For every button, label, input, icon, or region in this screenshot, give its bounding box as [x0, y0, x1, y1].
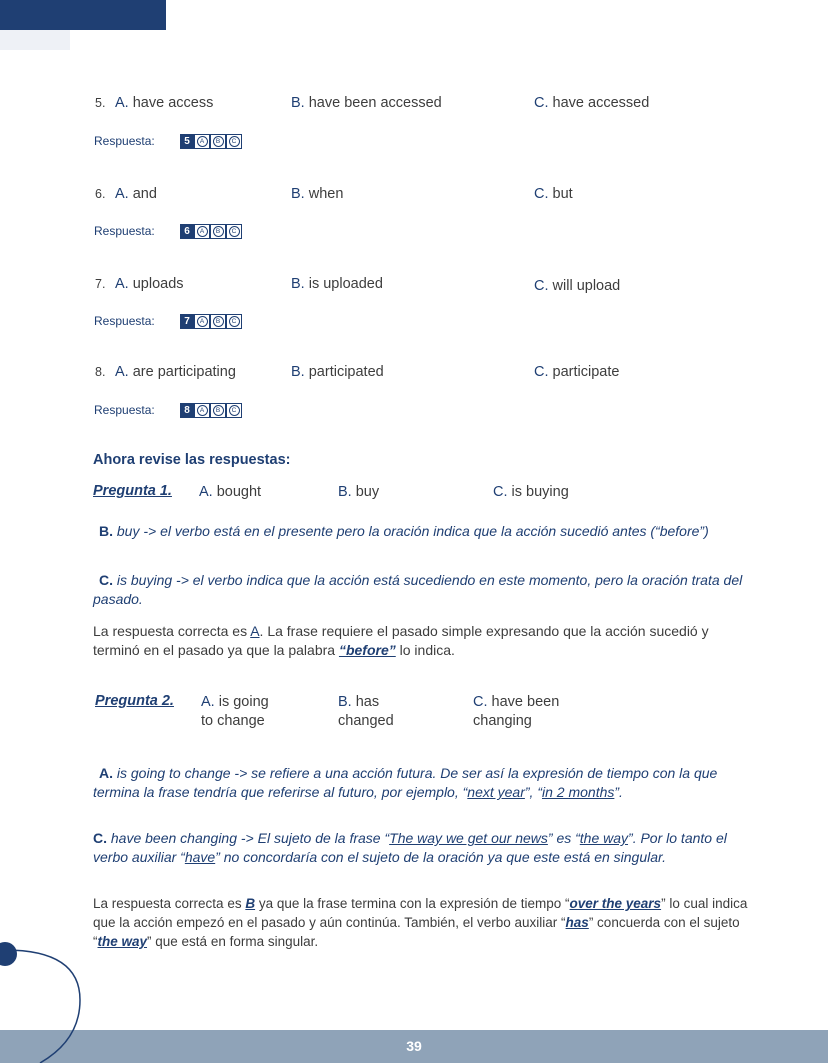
bubble-b[interactable]: B: [210, 314, 226, 329]
answer-row-5: [94, 133, 394, 153]
option-a: A. uploads: [115, 276, 184, 292]
answer-row-8: [94, 402, 394, 422]
option-b: B. is uploaded: [291, 276, 383, 292]
bubble-a[interactable]: A: [194, 403, 210, 418]
bubble-c[interactable]: C: [226, 224, 242, 239]
option-a: A. are participating: [115, 364, 236, 380]
question-number: 6.: [95, 187, 106, 201]
pregunta-1-explanation-b: B. buy -> el verbo está en el presente pero la oración indica que la acción sucedió antes (“before”): [99, 523, 709, 539]
answer-bubbles: [180, 224, 242, 239]
answer-number: 6: [180, 224, 194, 239]
bubble-b[interactable]: B: [210, 403, 226, 418]
answer-label: Respuesta:: [94, 314, 155, 328]
bubble-a[interactable]: A: [194, 314, 210, 329]
option-c: C. participate: [534, 364, 620, 380]
bubble-b[interactable]: B: [210, 134, 226, 149]
bubble-b[interactable]: B: [210, 224, 226, 239]
question-5-options: [95, 95, 795, 117]
page-number: 39: [406, 1038, 422, 1054]
answer-label: Respuesta:: [94, 224, 155, 238]
pregunta-1-option-a: A. bought: [199, 484, 262, 500]
pregunta-2-label: Pregunta 2.: [95, 693, 174, 709]
question-number: 5.: [95, 96, 106, 110]
answer-bubbles: [180, 134, 242, 149]
question-8-options: [95, 364, 795, 386]
answer-bubbles: [180, 314, 242, 329]
question-7-options: [95, 276, 795, 298]
answer-label: Respuesta:: [94, 134, 155, 148]
answer-row-6: [94, 223, 394, 243]
answer-label: Respuesta:: [94, 403, 155, 417]
answer-row-7: [94, 313, 394, 333]
option-b: B. participated: [291, 364, 384, 380]
question-6-options: [95, 186, 795, 208]
answer-number: 7: [180, 314, 194, 329]
pregunta-2-option-a: A. is going to change: [201, 694, 269, 729]
option-a: A. have access: [115, 95, 214, 111]
answer-number: 8: [180, 403, 194, 418]
question-number: 8.: [95, 365, 106, 379]
option-c: C. have accessed: [534, 95, 650, 111]
header-decoration-bar: [0, 0, 166, 30]
review-heading: Ahora revise las respuestas:: [93, 452, 291, 468]
question-number: 7.: [95, 277, 106, 291]
bubble-a[interactable]: A: [194, 134, 210, 149]
pregunta-2-explanation-a: A. is going to change -> se refiere a una acción futura. De ser así la expresión de tiempo con la que termina la frase tendría que referirse al futuro, por ejemplo, “next year”, “in 2 months”.: [93, 765, 718, 800]
bubble-a[interactable]: A: [194, 224, 210, 239]
option-b: B. have been accessed: [291, 95, 442, 111]
bubble-c[interactable]: C: [226, 134, 242, 149]
answer-bubbles: [180, 403, 242, 418]
option-a: A. and: [115, 186, 157, 202]
pregunta-1-explanation-c: C. is buying -> el verbo indica que la acción está sucediendo en este momento, pero la oración trata del pasado.: [93, 572, 743, 607]
pregunta-1-label: Pregunta 1.: [93, 483, 172, 499]
bubble-c[interactable]: C: [226, 314, 242, 329]
pregunta-2-correct-answer: La respuesta correcta es B ya que la frase termina con la expresión de tiempo “over the years” lo cual indica que la acción empezó en el pasado y aún continúa. También, el verbo auxiliar “has” concuerda con el sujeto “the way” que está en forma singular.: [93, 896, 748, 949]
pregunta-1-correct-answer: La respuesta correcta es A. La frase requiere el pasado simple expresando que la acción sucedió y terminó en el pasado ya que la palabra “before” lo indica.: [93, 623, 709, 658]
bubble-c[interactable]: C: [226, 403, 242, 418]
pregunta-2-option-c: C. have been changing: [473, 694, 560, 729]
pregunta-1-option-b: B. buy: [338, 484, 380, 500]
pregunta-1-option-c: C. is buying: [493, 484, 569, 500]
answer-number: 5: [180, 134, 194, 149]
header-decoration-light: [0, 30, 70, 50]
pregunta-2-explanation-c: C. have been changing -> El sujeto de la frase “The way we get our news” es “the way”. Por lo tanto el verbo auxiliar “have” no concordaría con el sujeto de la oración ya que este está en singular.: [93, 830, 727, 865]
option-c: C. will upload: [534, 278, 621, 294]
option-c: C. but: [534, 186, 573, 202]
option-b: B. when: [291, 186, 344, 202]
pregunta-2-option-b: B. has changed: [338, 694, 394, 729]
